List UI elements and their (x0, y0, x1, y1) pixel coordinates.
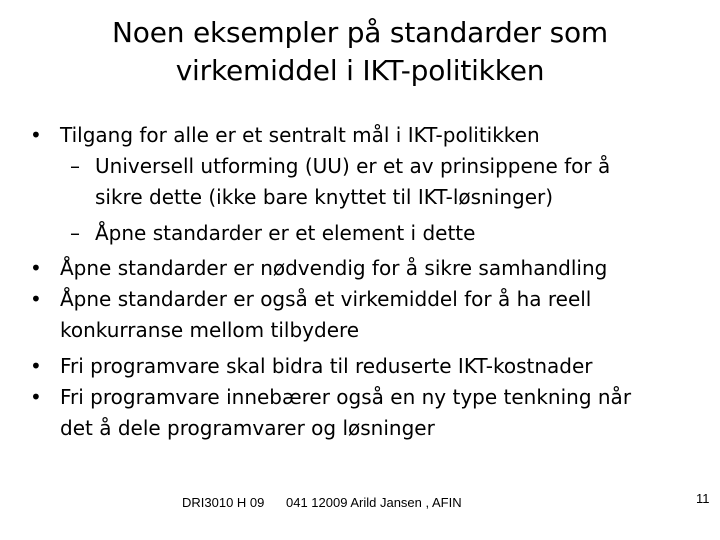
slide-title-line-1: Noen eksempler på standarder som (112, 16, 608, 49)
bullet-symbol: • (30, 354, 42, 378)
bullet-text: Tilgang for alle er et sentralt mål i IKT-politikken (60, 123, 540, 147)
footer-date-author: 041 12009 Arild Jansen , AFIN (286, 495, 462, 510)
bullet-symbol: • (30, 287, 42, 311)
slide-title (60, 14, 660, 90)
sub-bullet-text: Åpne standarder er et element i dette (95, 221, 476, 245)
page-number: 11 (696, 491, 710, 506)
bullet-text: Åpne standarder er også et virkemiddel for å ha reell (60, 287, 592, 311)
slide-title-line-2: virkemiddel i IKT-politikken (175, 54, 545, 87)
footer-course: DRI3010 H 09 (182, 495, 265, 510)
bullet-text: Åpne standarder er nødvendig for å sikre samhandling (60, 256, 608, 280)
sub-bullet-text: sikre dette (ikke bare knyttet til IKT-løsninger) (95, 185, 554, 209)
sub-bullet-text: Universell utforming (UU) er et av prinsippene for å (95, 154, 611, 178)
sub-bullet-symbol: – (70, 221, 80, 245)
bullet-symbol: • (30, 385, 42, 409)
bullet-text: Fri programvare skal bidra til reduserte IKT-kostnader (60, 354, 593, 378)
bullet-symbol: • (30, 123, 42, 147)
bullet-symbol: • (30, 256, 42, 280)
bullet-text: det å dele programvarer og løsninger (60, 416, 435, 440)
bullet-text: Fri programvare innebærer også en ny type tenkning når (60, 385, 632, 409)
sub-bullet-symbol: – (70, 154, 80, 178)
bullet-text: konkurranse mellom tilbydere (60, 318, 360, 342)
